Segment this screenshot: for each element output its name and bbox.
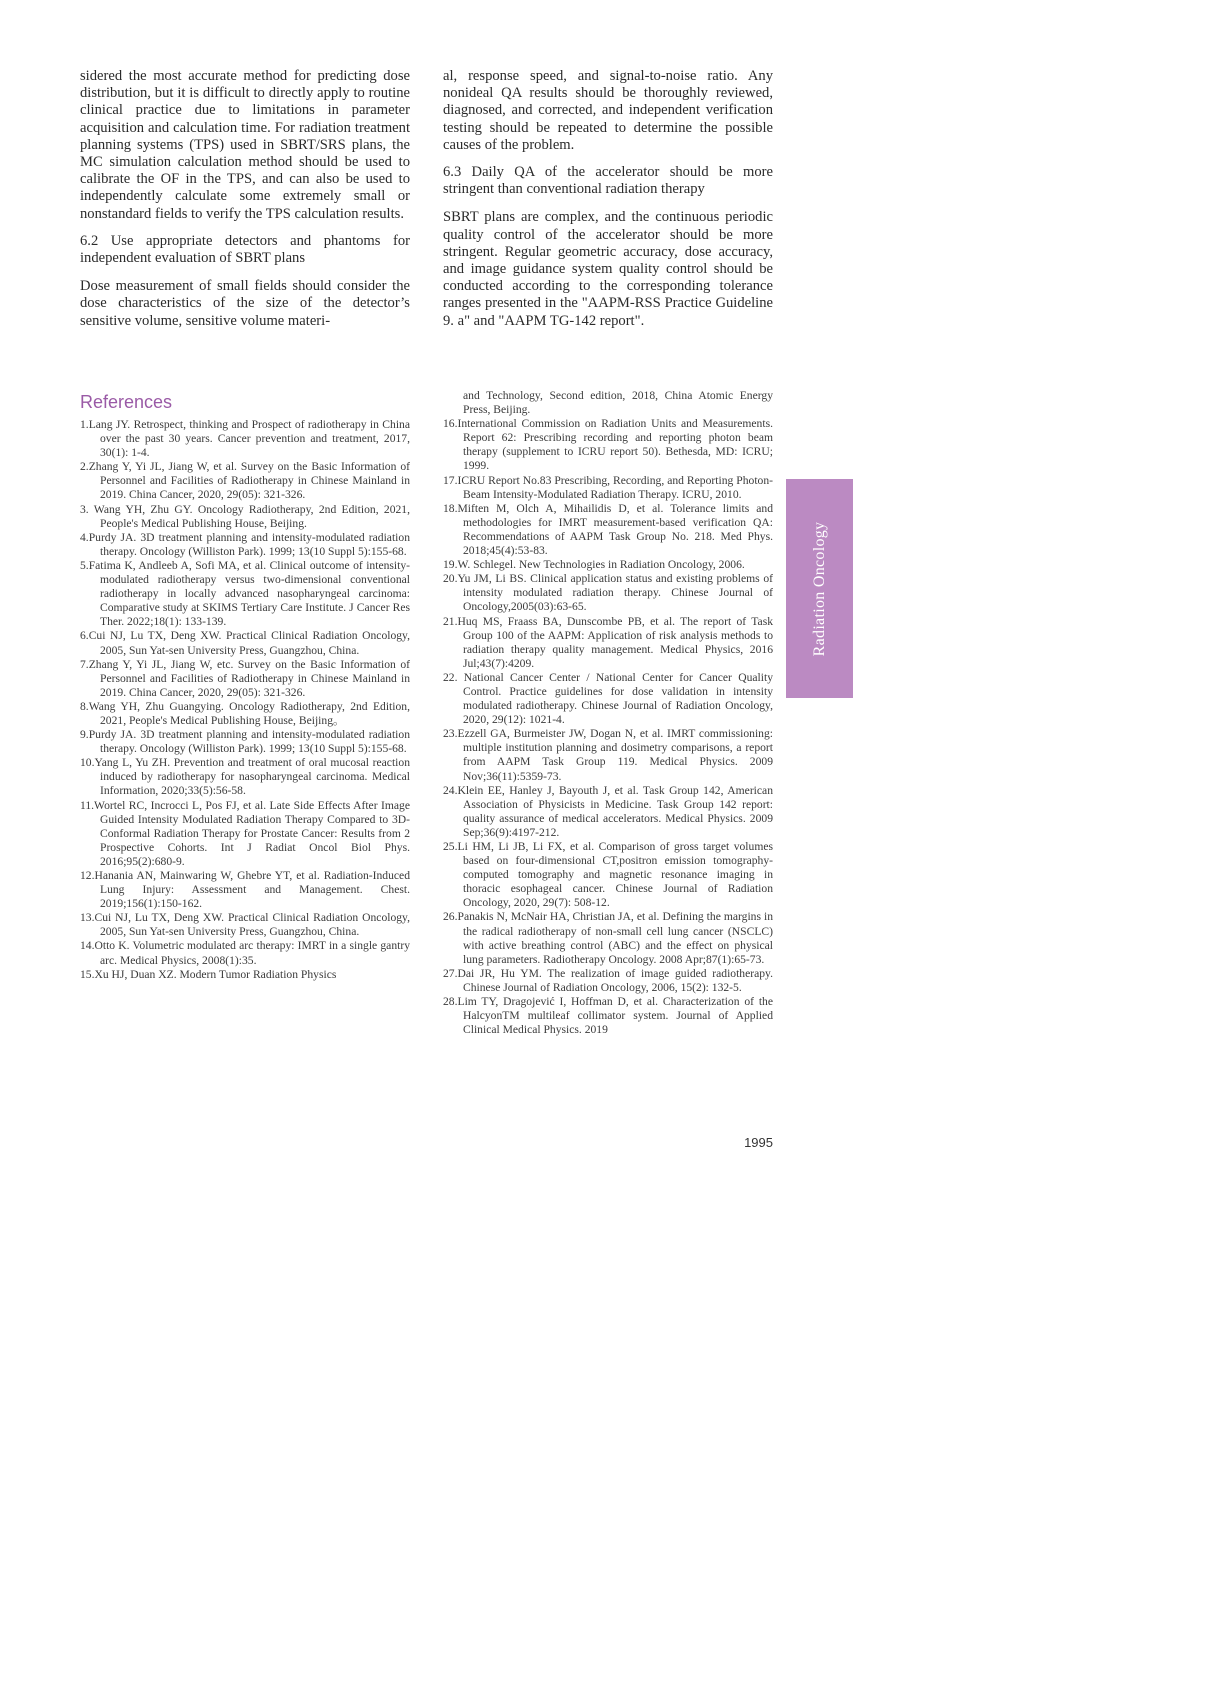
reference-item: 2.Zhang Y, Yi JL, Jiang W, et al. Survey on the Basic Information of Personnel and Facilities of Radiotherapy in Chinese Mainland in 2019. China Cancer, 2020, 29(05): 321-326. xyxy=(80,460,410,502)
references-column-right xyxy=(443,389,773,1037)
paragraph: al, response speed, and signal-to-noise ratio. Any nonideal QA results should be thoroughly reviewed, diagnosed, and corrected, and independent verification testing should be repeated to determine the possible causes of the problem. xyxy=(443,68,773,153)
page-number: 1995 xyxy=(744,1135,773,1150)
reference-item: 8.Wang YH, Zhu Guangying. Oncology Radiotherapy, 2nd Edition, 2021, People's Medical Publishing House, Beijing。 xyxy=(80,699,410,727)
body-column-left xyxy=(80,68,410,340)
reference-item: 1.Lang JY. Retrospect, thinking and Prospect of radiotherapy in China over the past 30 years. Cancer prevention and treatment, 2017, 30(1): 1-4. xyxy=(80,418,410,460)
reference-continuation: and Technology, Second edition, 2018, China Atomic Energy Press, Beijing. xyxy=(463,389,773,417)
reference-item: 18.Miften M, Olch A, Mihailidis D, et al. Tolerance limits and methodologies for IMRT measurement-based verification QA: Recommendations of AAPM Task Group No. 218. Med Phys. 2018;45(4):53-83. xyxy=(443,501,773,558)
reference-item: 20.Yu JM, Li BS. Clinical application status and existing problems of intensity modulated radiation therapy. Chinese Journal of Oncology,2005(03):63-65. xyxy=(443,572,773,614)
reference-item: 16.International Commission on Radiation Units and Measurements. Report 62: Prescribing recording and reporting photon beam therapy (supplement to ICRU report 50). Bethesda, MD: ICRU; 1999. xyxy=(443,417,773,473)
reference-item: 22. National Cancer Center / National Center for Cancer Quality Control. Practice guidelines for dose validation in intensity modulated radiotherapy. Chinese Journal of Radiation Oncology, 2020, 29(12): 1021-4. xyxy=(443,670,773,727)
reference-item: 6.Cui NJ, Lu TX, Deng XW. Practical Clinical Radiation Oncology, 2005, Sun Yat-sen University Press, Guangzhou, China. xyxy=(80,629,410,657)
reference-item: 19.W. Schlegel. New Technologies in Radiation Oncology, 2006. xyxy=(443,558,745,572)
reference-item: 15.Xu HJ, Duan XZ. Modern Tumor Radiation Physics xyxy=(80,967,337,981)
paragraph: SBRT plans are complex, and the continuous periodic quality control of the accelerator should be more stringent. Regular geometric accuracy, dose accuracy, and image guidance system quality control should be conducted according to the corresponding tolerance ranges presented in the "AAPM-RSS Practice Guideline 9. a" and "AAPM TG-142 report". xyxy=(443,209,773,329)
reference-item: 24.Klein EE, Hanley J, Bayouth J, et al. Task Group 142, American Association of Physicists in Medicine. Task Group 142 report: quality assurance of medical accelerators. Medical Physics. 2009 Sep;36(9):4197-212. xyxy=(443,783,773,839)
reference-item: 5.Fatima K, Andleeb A, Sofi MA, et al. Clinical outcome of intensity-modulated radiotherapy versus two-dimensional conventional radiotherapy in locally advanced nasopharyngeal carcinoma: Comparative study at SKIMS Tertiary Care Institute. J Cancer Res Ther. 2022;18(1): 133-139. xyxy=(80,558,410,629)
reference-item: 4.Purdy JA. 3D treatment planning and intensity-modulated radiation therapy. Oncology (Williston Park). 1999; 13(10 Suppl 5):155-68. xyxy=(80,530,410,558)
reference-item: 13.Cui NJ, Lu TX, Deng XW. Practical Clinical Radiation Oncology, 2005, Sun Yat-sen University Press, Guangzhou, China. xyxy=(80,911,410,939)
reference-item: 12.Hanania AN, Mainwaring W, Ghebre YT, et al. Radiation-Induced Lung Injury: Assessment and Management. Chest. 2019;156(1):150-162. xyxy=(80,869,410,911)
reference-item: 11.Wortel RC, Incrocci L, Pos FJ, et al. Late Side Effects After Image Guided Intensity Modulated Radiation Therapy Compared to 3D-Conformal Radiation Therapy for Prostate Cancer: Results from 2 Prospective Cohorts. Int J Radiat Oncol Biol Phys. 2016;95(2):680-9. xyxy=(80,798,410,868)
paragraph: Dose measurement of small fields should consider the dose characteristics of the size of the detector’s sensitive volume, sensitive volume materi- xyxy=(80,278,410,329)
section-heading: 6.2 Use appropriate detectors and phantoms for independent evaluation of SBRT plans xyxy=(80,232,410,267)
body-column-right xyxy=(443,68,773,340)
reference-item: 17.ICRU Report No.83 Prescribing, Recording, and Reporting Photon-Beam Intensity-Modulated Radiation Therapy. ICRU, 2010. xyxy=(443,473,773,501)
reference-item: 27.Dai JR, Hu YM. The realization of image guided radiotherapy. Chinese Journal of Radiation Oncology, 2006, 15(2): 132-5. xyxy=(443,966,773,994)
references-title: References xyxy=(80,392,173,412)
section-side-tab xyxy=(786,479,853,698)
paragraph: sidered the most accurate method for predicting dose distribution, but it is difficult to directly apply to routine clinical practice due to limitations in parameter acquisition and calculation time. For radiation treatment planning systems (TPS) used in SBRT/SRS plans, the MC simulation calculation method should be used to calibrate the OF in the TPS, and can also be used to independently calculate some extremely small or nonstandard fields to verify the TPS calculation results. xyxy=(80,68,410,222)
reference-item: 28.Lim TY, Dragojević I, Hoffman D, et al. Characterization of the HalcyonTM multileaf collimator system. Journal of Applied Clinical Medical Physics. 2019 xyxy=(443,995,773,1037)
reference-item: 14.Otto K. Volumetric modulated arc therapy: IMRT in a single gantry arc. Medical Physics, 2008(1):35. xyxy=(80,939,410,967)
reference-item: 23.Ezzell GA, Burmeister JW, Dogan N, et al. IMRT commissioning: multiple institution planning and dosimetry comparisons, a report from AAPM Task Group 119. Medical Physics. 2009 Nov;36(11):5359-73. xyxy=(443,727,773,783)
reference-item: 21.Huq MS, Fraass BA, Dunscombe PB, et al. The report of Task Group 100 of the AAPM: Application of risk analysis methods to radiation therapy quality management. Medical Physics, 2016 Jul;43(7):4209. xyxy=(443,614,773,670)
section-heading: 6.3 Daily QA of the accelerator should be more stringent than conventional radiation therapy xyxy=(443,164,773,198)
references-column-left xyxy=(80,418,410,982)
side-tab-label: Radiation Oncology xyxy=(810,521,828,656)
reference-item: 25.Li HM, Li JB, Li FX, et al. Comparison of gross target volumes based on four-dimensional CT,positron emission tomography-computed tomography and magnetic resonance imaging in thoracic esophageal cancer. Chinese Journal of Radiation Oncology, 2020, 29(7): 508-12. xyxy=(443,840,773,910)
reference-item: 7.Zhang Y, Yi JL, Jiang W, etc. Survey on the Basic Information of Personnel and Facilities of Radiotherapy in Chinese Mainland in 2019. China Cancer, 2020, 29(05): 321-326. xyxy=(80,657,410,699)
reference-item: 10.Yang L, Yu ZH. Prevention and treatment of oral mucosal reaction induced by radiotherapy for nasopharyngeal carcinoma. Medical Information, 2020;33(5):56-58. xyxy=(80,756,410,798)
reference-item: 9.Purdy JA. 3D treatment planning and intensity-modulated radiation therapy. Oncology (Williston Park). 1999; 13(10 Suppl 5):155-68. xyxy=(80,728,410,756)
reference-item: 26.Panakis N, McNair HA, Christian JA, et al. Defining the margins in the radical radiotherapy of non-small cell lung cancer (NSCLC) with active breathing control (ABC) and the effect on physical lung parameters. Radiotherapy Oncology. 2008 Apr;87(1):65-73. xyxy=(443,910,773,966)
reference-item: 3. Wang YH, Zhu GY. Oncology Radiotherapy, 2nd Edition, 2021, People's Medical Publishing House, Beijing. xyxy=(80,502,410,530)
